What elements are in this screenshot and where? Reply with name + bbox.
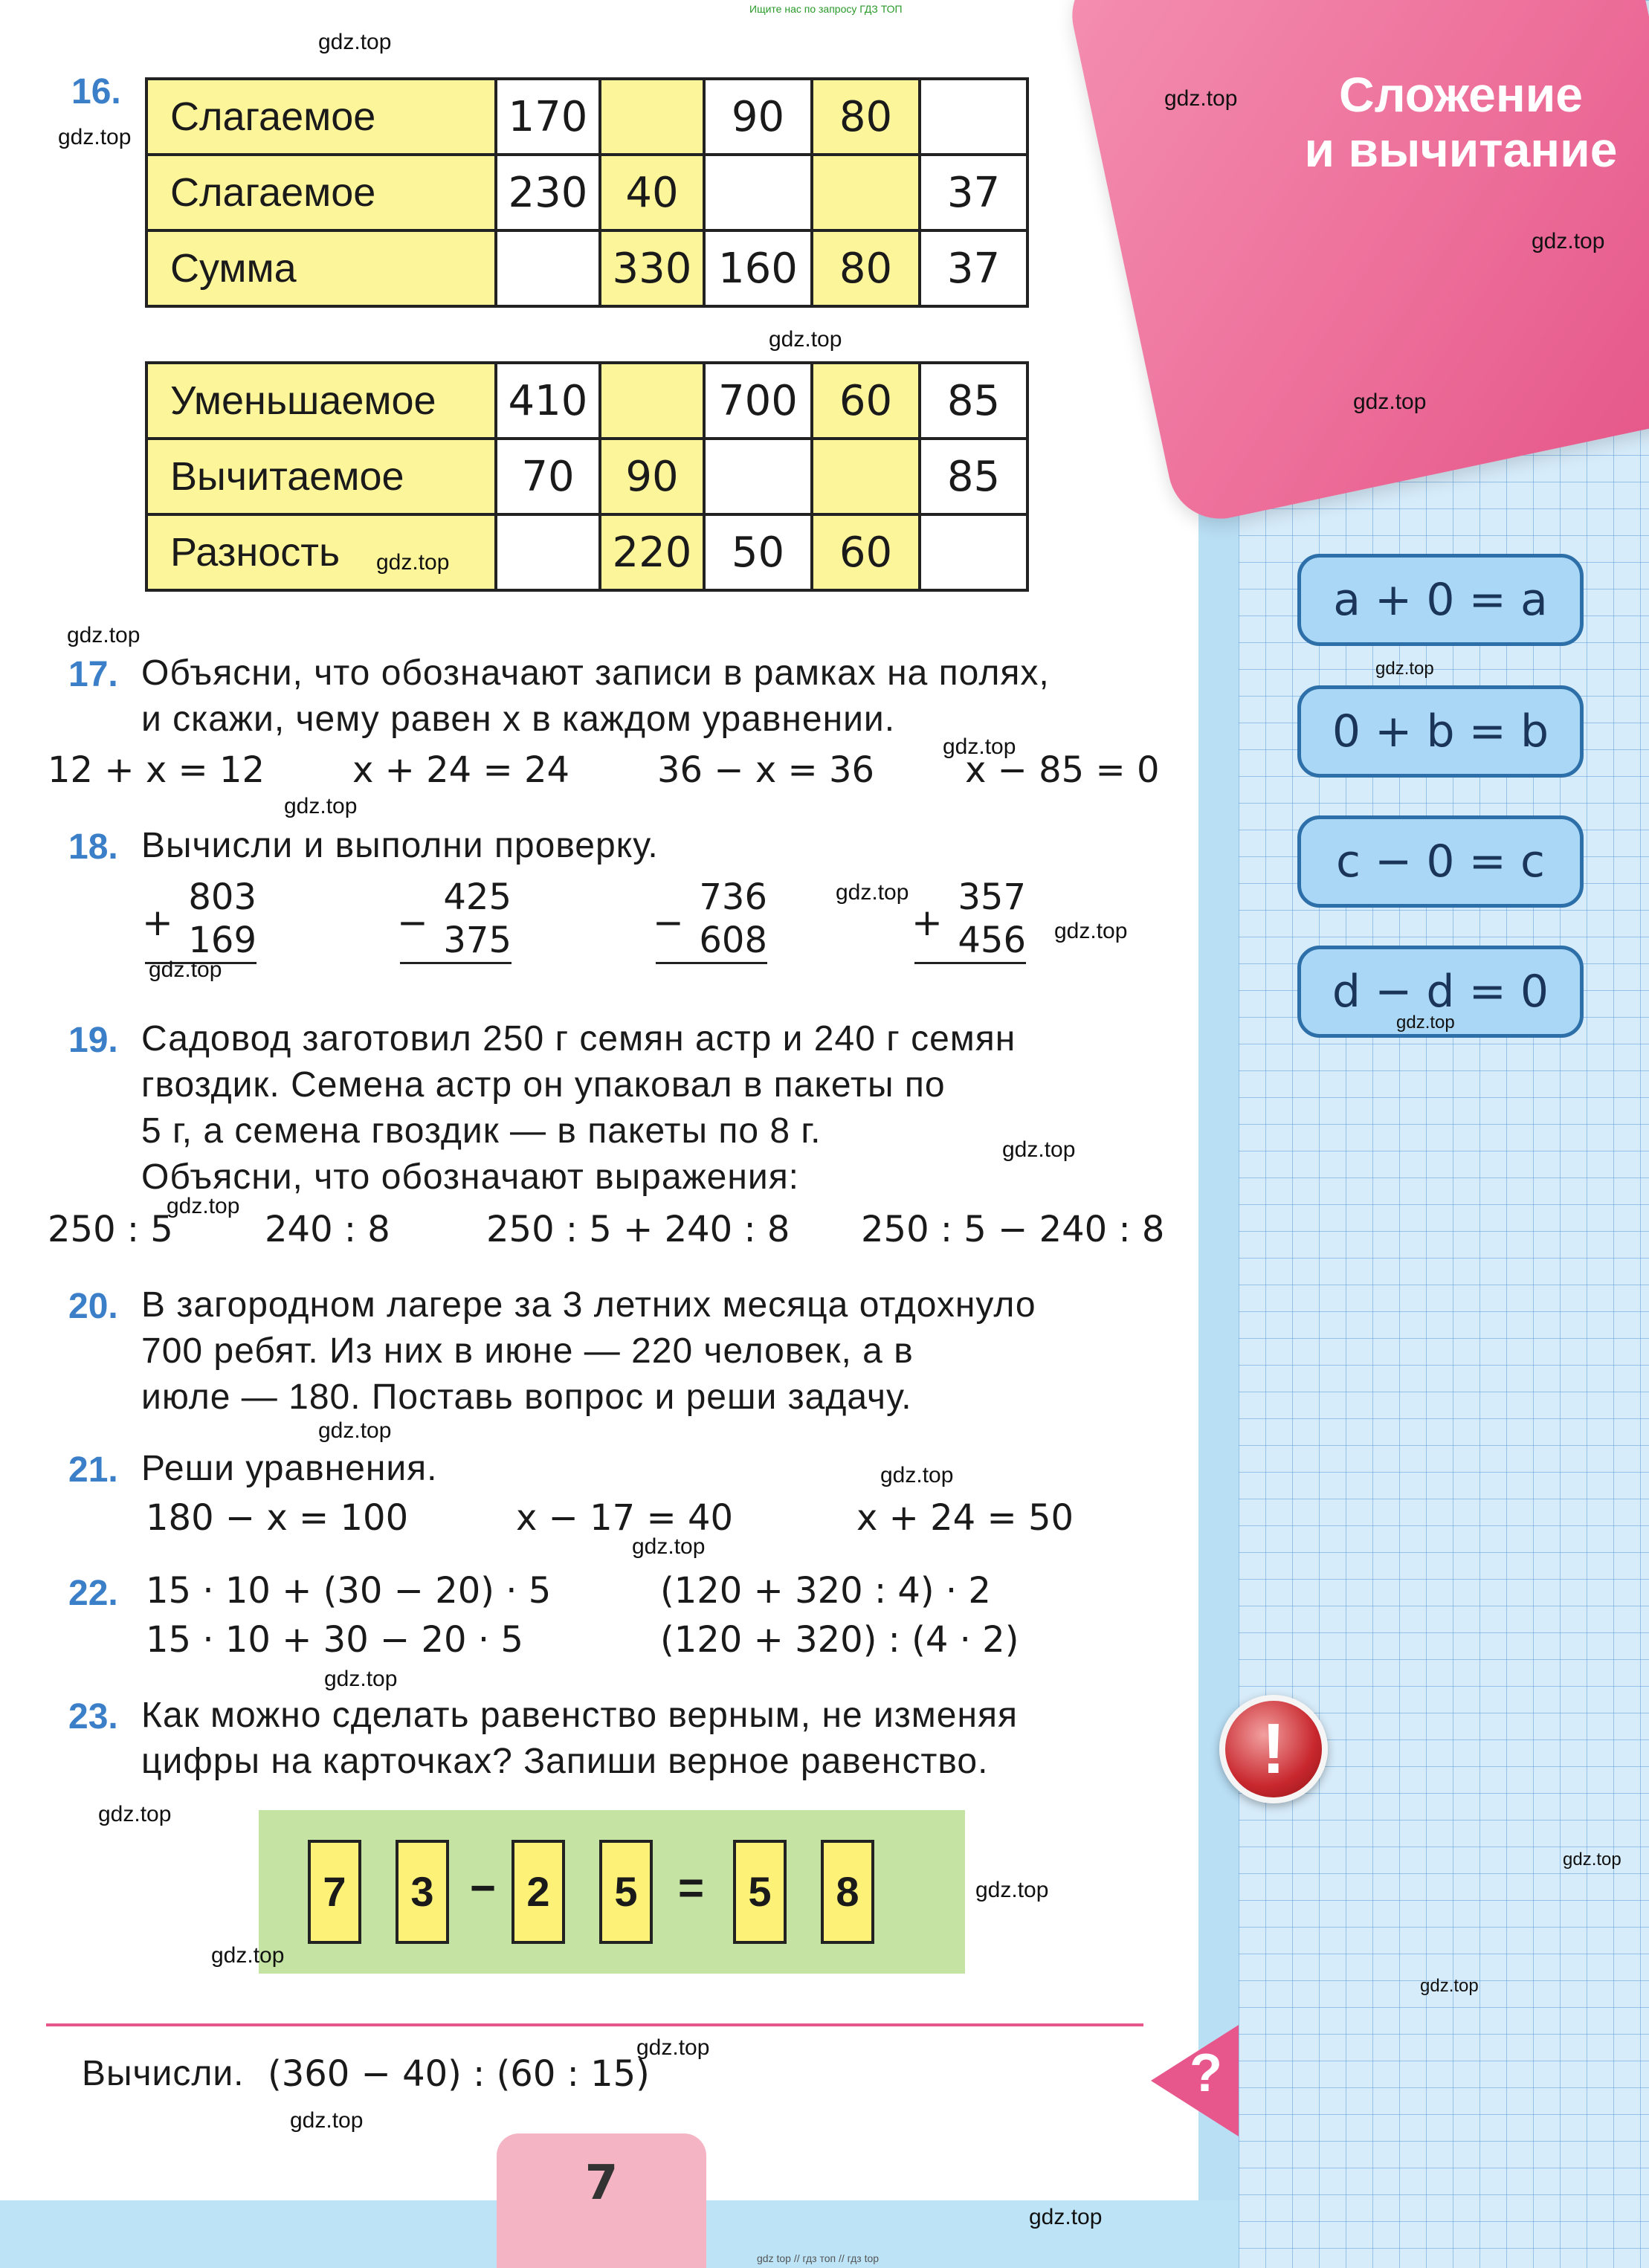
table-cell: 230 xyxy=(496,155,600,230)
watermark: gdz.top xyxy=(149,957,222,982)
table-cell: 90 xyxy=(704,79,812,155)
column-operation xyxy=(653,876,767,964)
formula-card-b: 0 + b = b xyxy=(1297,685,1584,778)
operand: 375 xyxy=(400,919,512,964)
table-cell xyxy=(704,155,812,230)
formula-card-a: a + 0 = a xyxy=(1297,554,1584,646)
operation-sign: + xyxy=(142,901,173,944)
exclamation-icon: ! xyxy=(1219,1695,1328,1803)
watermark: gdz.top xyxy=(1420,1976,1479,1996)
watermark: gdz.top xyxy=(1353,390,1427,414)
row-label: Слагаемое xyxy=(146,155,496,230)
digit-card: 2 xyxy=(512,1840,565,1944)
watermark: gdz.top xyxy=(211,1943,285,1968)
exercise-text: Объясни, что обозначают записи в рамках на полях, xyxy=(141,653,1050,693)
row-label: Разность xyxy=(146,514,496,590)
equation: x − 17 = 40 xyxy=(516,1497,734,1539)
row-label: Слагаемое xyxy=(146,79,496,155)
watermark: gdz.top xyxy=(880,1463,954,1487)
sum-table xyxy=(145,77,1029,308)
operand: 803 xyxy=(188,876,256,918)
exercise-text: Как можно сделать равенство верным, не изменяя xyxy=(141,1696,1018,1735)
compute-expression: (360 − 40) : (60 : 15) xyxy=(268,2053,650,2095)
table-cell: 60 xyxy=(812,363,920,439)
compute-label: Вычисли. xyxy=(82,2054,245,2093)
watermark: gdz.top xyxy=(290,2108,364,2133)
row-label: Уменьшаемое xyxy=(146,363,496,439)
exercise-text: Садовод заготовил 250 г семян астр и 240 г семян xyxy=(141,1019,1016,1059)
column-operation xyxy=(397,876,512,964)
exercise-text: июле — 180. Поставь вопрос и реши задачу. xyxy=(141,1377,912,1417)
watermark: gdz.top xyxy=(836,880,909,905)
exercise-text: 700 ребят. Из них в июне — 220 человек, а в xyxy=(141,1331,914,1371)
table-cell: 85 xyxy=(920,363,1027,439)
table-cell: 85 xyxy=(920,439,1027,514)
formula-card-d: d − d = 0 xyxy=(1297,946,1584,1038)
watermark: gdz.top xyxy=(318,30,392,54)
table-cell: 37 xyxy=(920,230,1027,306)
table-cell xyxy=(920,79,1027,155)
equation: 180 − x = 100 xyxy=(146,1497,409,1539)
table-cell: 80 xyxy=(812,230,920,306)
expression: 250 : 5 xyxy=(48,1209,173,1250)
equation: x + 24 = 50 xyxy=(856,1497,1074,1539)
exercise-text: гвоздик. Семена астр он упаковал в пакеты по xyxy=(141,1065,946,1105)
minus-sign: − xyxy=(470,1863,497,1913)
table-cell xyxy=(496,514,600,590)
table-cell xyxy=(704,439,812,514)
table-cell: 70 xyxy=(496,439,600,514)
watermark: gdz.top xyxy=(167,1194,240,1218)
watermark: gdz.top xyxy=(58,125,132,149)
exercise-number: 18. xyxy=(68,827,118,867)
watermark: gdz.top xyxy=(324,1667,398,1691)
table-cell: 700 xyxy=(704,363,812,439)
bottom-notice: gdz top // гдз топ // гдз top xyxy=(757,2252,880,2264)
page-number: 7 xyxy=(584,2156,619,2211)
table-cell: 50 xyxy=(704,514,812,590)
table-row xyxy=(146,155,1027,230)
watermark: gdz.top xyxy=(1029,2205,1103,2229)
top-notice: Ищите нас по запросу ГДЗ ТОП xyxy=(749,3,903,15)
difference-table xyxy=(145,361,1029,592)
table-cell xyxy=(600,79,704,155)
exercise-text: Объясни, что обозначают выражения: xyxy=(141,1157,800,1197)
table-cell: 160 xyxy=(704,230,812,306)
expression: (120 + 320 : 4) · 2 xyxy=(660,1570,991,1612)
digit-card: 8 xyxy=(821,1840,874,1944)
digit-card: 3 xyxy=(396,1840,449,1944)
operand: 169 xyxy=(145,919,256,964)
table-cell xyxy=(600,363,704,439)
watermark: gdz.top xyxy=(318,1418,392,1443)
watermark: gdz.top xyxy=(1375,659,1434,679)
operand: 608 xyxy=(656,919,767,964)
digit-card: 7 xyxy=(308,1840,361,1944)
table-cell: 90 xyxy=(600,439,704,514)
expression: 15 · 10 + 30 − 20 · 5 xyxy=(146,1619,523,1661)
expression: 250 : 5 − 240 : 8 xyxy=(861,1209,1165,1250)
watermark: gdz.top xyxy=(1002,1137,1076,1162)
table-row xyxy=(146,79,1027,155)
exercise-text: 5 г, а семена гвоздик — в пакеты по 8 г. xyxy=(141,1111,822,1151)
exercise-number: 20. xyxy=(68,1287,118,1326)
table-cell: 60 xyxy=(812,514,920,590)
watermark: gdz.top xyxy=(975,1878,1049,1902)
watermark: gdz.top xyxy=(943,734,1016,759)
table-cell: 37 xyxy=(920,155,1027,230)
exercise-number: 16. xyxy=(71,72,121,112)
exercise-text: цифры на карточках? Запиши верное равенство. xyxy=(141,1742,989,1781)
equation: 36 − x = 36 xyxy=(657,749,875,791)
expression: 240 : 8 xyxy=(265,1209,390,1250)
exercise-text: Вычисли и выполни проверку. xyxy=(141,826,659,865)
watermark: gdz.top xyxy=(98,1802,172,1826)
exercise-text: Реши уравнения. xyxy=(141,1449,438,1488)
watermark: gdz.top xyxy=(1532,229,1605,253)
table-cell: 40 xyxy=(600,155,704,230)
equation: x − 85 = 0 xyxy=(965,749,1160,791)
expression: 15 · 10 + (30 − 20) · 5 xyxy=(146,1570,552,1612)
equation: 12 + x = 12 xyxy=(48,749,265,791)
table-cell xyxy=(920,514,1027,590)
operand: 736 xyxy=(699,876,767,918)
table-cell xyxy=(812,439,920,514)
exercise-number: 19. xyxy=(68,1021,118,1060)
watermark: gdz.top xyxy=(284,794,358,818)
table-cell xyxy=(812,155,920,230)
operation-sign: + xyxy=(911,901,943,944)
equation: x + 24 = 24 xyxy=(352,749,570,791)
watermark: gdz.top xyxy=(636,2035,710,2060)
exercise-text: и скажи, чему равен x в каждом уравнении. xyxy=(141,700,896,739)
topic-title: Сложение и вычитание xyxy=(1304,67,1618,177)
row-label: Сумма xyxy=(146,230,496,306)
table-cell: 330 xyxy=(600,230,704,306)
watermark: gdz.top xyxy=(1054,919,1128,943)
watermark: gdz.top xyxy=(1563,1849,1621,1870)
exercise-number: 17. xyxy=(68,655,118,694)
exercise-number: 22. xyxy=(68,1574,118,1613)
digit-card: 5 xyxy=(733,1840,787,1944)
expression: 250 : 5 + 240 : 8 xyxy=(486,1209,790,1250)
exercise-text: В загородном лагере за 3 летних месяца отдохнуло xyxy=(141,1285,1036,1325)
table-row xyxy=(146,230,1027,306)
column-operation xyxy=(911,876,1026,964)
watermark: gdz.top xyxy=(67,623,141,647)
exercise-number: 23. xyxy=(68,1697,118,1736)
operand: 425 xyxy=(443,876,512,918)
operation-sign: − xyxy=(397,901,428,944)
operand: 456 xyxy=(914,919,1026,964)
watermark: gdz.top xyxy=(1396,1012,1455,1033)
table-row xyxy=(146,439,1027,514)
digit-card: 5 xyxy=(599,1840,653,1944)
column-operation xyxy=(142,876,256,964)
table-row xyxy=(146,514,1027,590)
table-cell: 80 xyxy=(812,79,920,155)
table-cell: 410 xyxy=(496,363,600,439)
equals-sign: = xyxy=(678,1863,705,1913)
row-label: Вычитаемое xyxy=(146,439,496,514)
watermark: gdz.top xyxy=(632,1534,706,1559)
exercise-number: 21. xyxy=(68,1450,118,1490)
table-cell: 220 xyxy=(600,514,704,590)
expression: (120 + 320) : (4 · 2) xyxy=(660,1619,1019,1661)
table-cell: 170 xyxy=(496,79,600,155)
watermark: gdz.top xyxy=(1164,86,1238,111)
operation-sign: − xyxy=(653,901,684,944)
table-row xyxy=(146,363,1027,439)
table-cell xyxy=(496,230,600,306)
operand: 357 xyxy=(958,876,1026,918)
formula-card-c: c − 0 = c xyxy=(1297,815,1584,908)
question-mark-icon: ? xyxy=(1190,2044,1222,2103)
watermark: gdz.top xyxy=(769,327,842,352)
section-divider xyxy=(46,2023,1143,2026)
watermark: gdz.top xyxy=(376,550,450,575)
